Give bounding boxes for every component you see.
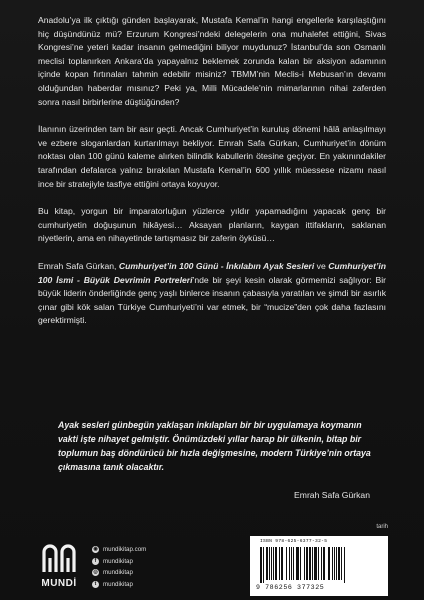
mundi-logo-mark-icon — [42, 544, 76, 574]
barcode-bar — [321, 547, 322, 580]
pull-quote: Ayak sesleri günbegün yaklaşan inkılapları bir bir uygulamaya koymanın vakti işte nihayet gelmiştir. Önümüzdeki yıllar harap bir ülkenin, bitap bir toplumun baş döndürücü bir hızla değişmesine, modern Türkiye’nin ortaya çıkmasına tanık olacaktır. — [58, 420, 371, 472]
blurb-paragraph-3: Bu kitap, yorgun bir imparatorluğun yüzlerce yıldır yapamadığını yapacak genç bir cumhuriyetin doğuşunun hikâyesi… Aksayan planların, kaygan ittifakların, saklanan niyetlerin, ama en nihayetinde tartışmasız bir zaferin öyküsü… — [38, 206, 386, 244]
facebook-icon: f — [92, 558, 99, 565]
barcode-bar — [269, 547, 270, 580]
contact-website[interactable] — [92, 544, 242, 556]
publisher-name: MUNDİ — [41, 578, 77, 589]
contact-text: mundikitap — [103, 557, 133, 565]
barcode-bar — [275, 547, 277, 580]
blurb-paragraph-4 — [38, 260, 386, 328]
isbn-barcode — [250, 536, 388, 596]
contact-instagram[interactable] — [92, 567, 242, 579]
publisher-logo — [36, 542, 82, 596]
barcode-bar — [328, 547, 330, 580]
isbn-text: ISBN 978-625-6377-32-5 — [260, 539, 328, 544]
publisher-footer — [36, 524, 388, 596]
barcode-bar — [271, 547, 272, 580]
barcode-area — [250, 524, 388, 596]
barcode-bar — [332, 547, 333, 580]
quote-author: Emrah Safa Gürkan — [294, 490, 370, 500]
barcode-bar — [286, 547, 287, 580]
contact-twitter[interactable] — [92, 579, 242, 591]
barcode-bar — [296, 547, 299, 580]
barcode-bar — [334, 547, 335, 580]
conjunction: ve — [314, 260, 329, 271]
contact-text: mundikitap — [103, 580, 133, 588]
barcode-bar — [266, 547, 268, 580]
blurb-paragraph-2: İlanının üzerinden tam bir asır geçti. Ancak Cumhuriyet’in kuruluş dönemi hâlâ anlaşılmayı ve ezbere sloganlardan kurtarılmayı bekliyor. Emrah Safa Gürkan, Cumhuriyet’in dönüm noktası olan 100 günü kaleme alırken bilindik kabullerin ötesine geçiyor. En yakınındakiler tarafından defalarca yalnız bırakılan Mustafa Kemal’in 600 yıllık müessese nizamı nasıl ince bir stratejiyle tasfiye ettiğini ortaya koyuyor. — [38, 124, 386, 189]
barcode-bar — [338, 547, 340, 580]
barcode-bar — [304, 547, 305, 580]
blurb-paragraph-1: Anadolu’ya ilk çıktığı günden başlayarak, Mustafa Kemal’in hangi engellerle karşılaştığını hiç düşündünüz mü? Erzurum Kongresi’ndeki delegelerin ona muhalefet ettiğini, Sivas Kongresi’ne yeteri kadar insanın gelmediğini biliyor muydunuz? İstanbul’da son Osmanlı meclisi toplanırken Ankara’da yapayalnız beklemek zorunda kalan bir aksiyon adamının içinde kopan fırtınaları tahmin edebilir misiniz? TBMM’nin Meclis-i Mebusan’ın devamı olduğundan haberdar mısınız? Peki ya, Milli Mücadele’nin mimarlarının nihai zaferden sonra nasıl birbirlerine düştüğünden? — [38, 15, 386, 107]
barcode-bar — [344, 547, 345, 583]
barcode-digits: 9 786256 377325 — [256, 584, 325, 591]
barcode-bar — [336, 547, 337, 580]
barcode-bar — [291, 547, 292, 580]
globe-icon: ◉ — [93, 546, 98, 553]
publisher-contacts — [92, 544, 242, 590]
barcode-bar — [306, 547, 308, 580]
author-intro: Emrah Safa Gürkan, — [38, 260, 119, 271]
barcode-bar — [279, 547, 280, 580]
barcode-bar — [289, 547, 290, 580]
barcode-bar — [263, 547, 264, 583]
tarih-label: tarih — [376, 524, 388, 530]
barcode-bar — [273, 547, 274, 580]
contact-text: mundikitap.com — [103, 546, 147, 553]
instagram-icon: ◎ — [93, 569, 98, 576]
book-title-2: Cumhuriyet’in 100 İsmi - Büyük Devrimin Portreleri — [38, 260, 386, 285]
blurb-conclusion: ’nde bir şeyi kesin olarak görmemizi sağlıyor: Bir büyük liderin önderliğinde genç yaşlı binlerce insanın çabasıyla yaratılan ve şimdi bir asırlık çınar gibi kök salan Türkiye Cumhuriyeti’ni var etmek, bir “mucize”den çok daha fazlasını gerektirmişti. — [38, 274, 386, 326]
barcode-bar — [312, 547, 313, 580]
barcode-bar — [314, 547, 317, 580]
contact-text: mundikitap — [103, 569, 133, 577]
barcode-bars — [260, 547, 378, 583]
barcode-bar — [318, 547, 319, 580]
barcode-bar — [300, 547, 301, 580]
barcode-bar — [323, 547, 325, 580]
barcode-bar — [293, 547, 294, 580]
blurb-text — [38, 14, 386, 342]
barcode-bar — [260, 547, 262, 583]
barcode-bar — [341, 547, 342, 580]
barcode-bar — [309, 547, 311, 580]
barcode-bar — [281, 547, 283, 580]
book-title-1: Cumhuriyet’in 100 Günü - İnkılabın Ayak Sesleri — [118, 260, 315, 271]
twitter-icon: t — [92, 581, 99, 588]
contact-facebook[interactable] — [92, 556, 242, 568]
